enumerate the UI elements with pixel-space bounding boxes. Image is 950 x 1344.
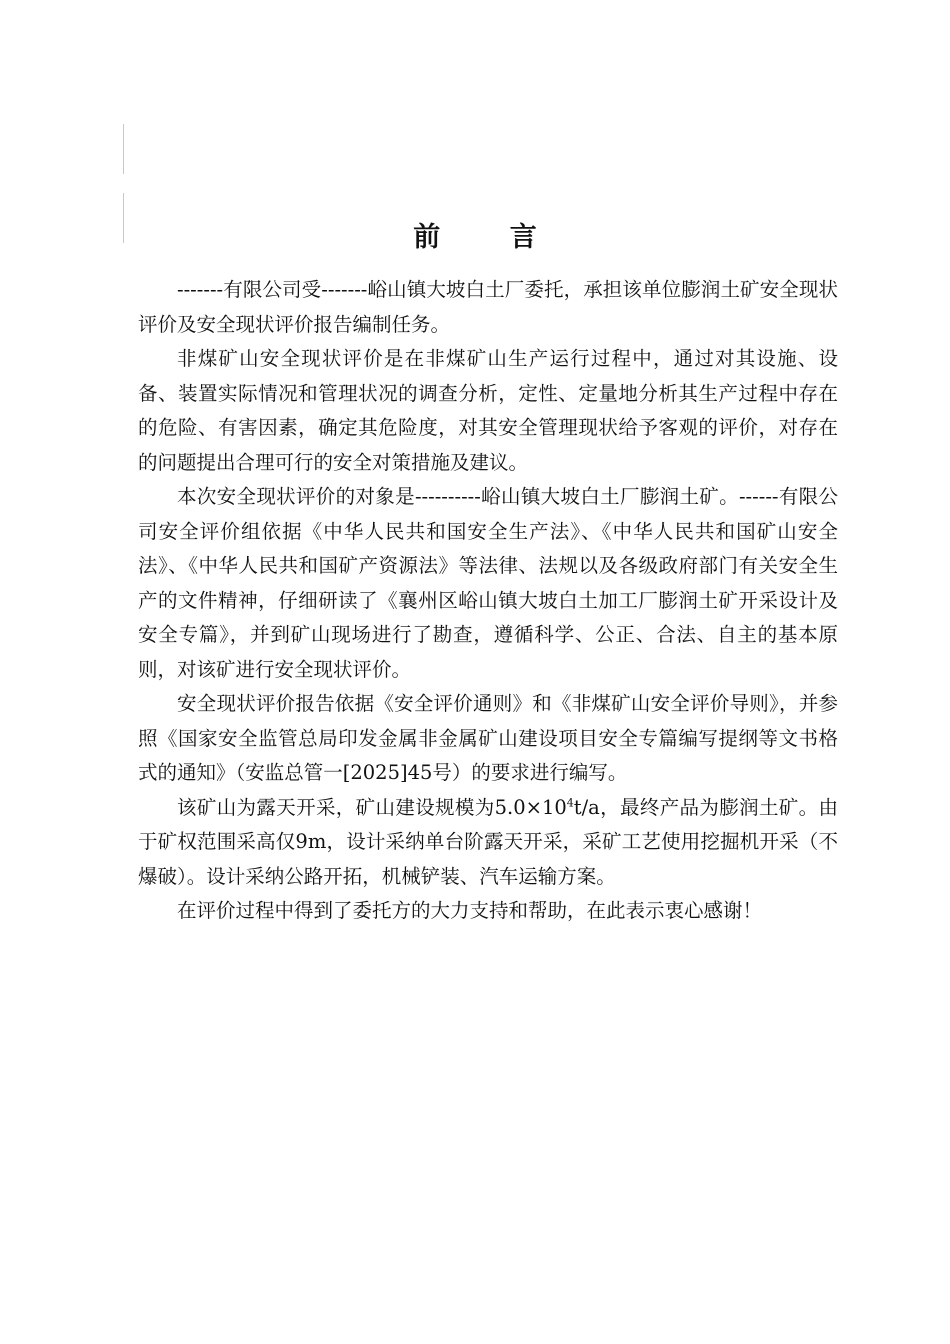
mine-overview-text-a: 该矿山为露天开采，矿山建设规模为5.0×10 — [177, 795, 567, 819]
paragraph-definition: 非煤矿山安全现状评价是在非煤矿山生产运行过程中，通过对其设施、设备、装置实际情况和管理状况的调查分析，定性、定量地分析其生产过程中存在的危险、有害因素，确定其危险度，对其安全管理现状给予客观的评价，对存在的问题提出合理可行的安全对策措施及建议。 — [138, 347, 838, 474]
paragraph-acknowledgement: 在评价过程中得到了委托方的大力支持和帮助，在此表示衷心感谢！ — [177, 899, 763, 922]
paragraph-commission: -------有限公司受-------峪山镇大坡白土厂委托，承担该单位膨润土矿安全现状评价及安全现状评价报告编制任务。 — [138, 278, 838, 336]
page-title: 前 言 — [413, 222, 567, 254]
paragraph-evaluation-object: 本次安全现状评价的对象是----------峪山镇大坡白土厂膨润土矿。------有限公司安全评价组依据《中华人民共和国安全生产法》、《中华人民共和国矿山安全法》、《中华人民共和国矿产资源法》等法律、法规以及各级政府部门有关安全生产的文件精神，仔细研读了《襄州区峪山镇大坡白土加工厂膨润土矿开采设计及安全专篇》，并到矿山现场进行了勘查，遵循科学、公正、合法、自主的基本原则，对该矿进行安全现状评价。 — [138, 485, 838, 681]
preface-body — [138, 273, 838, 929]
paragraph-mine-overview — [138, 791, 838, 895]
margin-rule-top — [123, 124, 124, 174]
exponent: 4 — [566, 796, 574, 809]
mine-overview-text-b: t/a，最终产品为膨润土矿。由于矿权范围采高仅9m，设计采纳单台阶露天开采，采矿工艺使用挖掘机开采（不爆破）。设计采纳公路开拓，机械铲装、汽车运输方案。 — [138, 795, 838, 888]
paragraph-basis: 安全现状评价报告依据《安全评价通则》和《非煤矿山安全评价导则》，并参照《国家安全监管总局印发金属非金属矿山建设项目安全专篇编写提纲等文书格式的通知》（安监总管一[2025]45号）的要求进行编写。 — [138, 692, 838, 784]
